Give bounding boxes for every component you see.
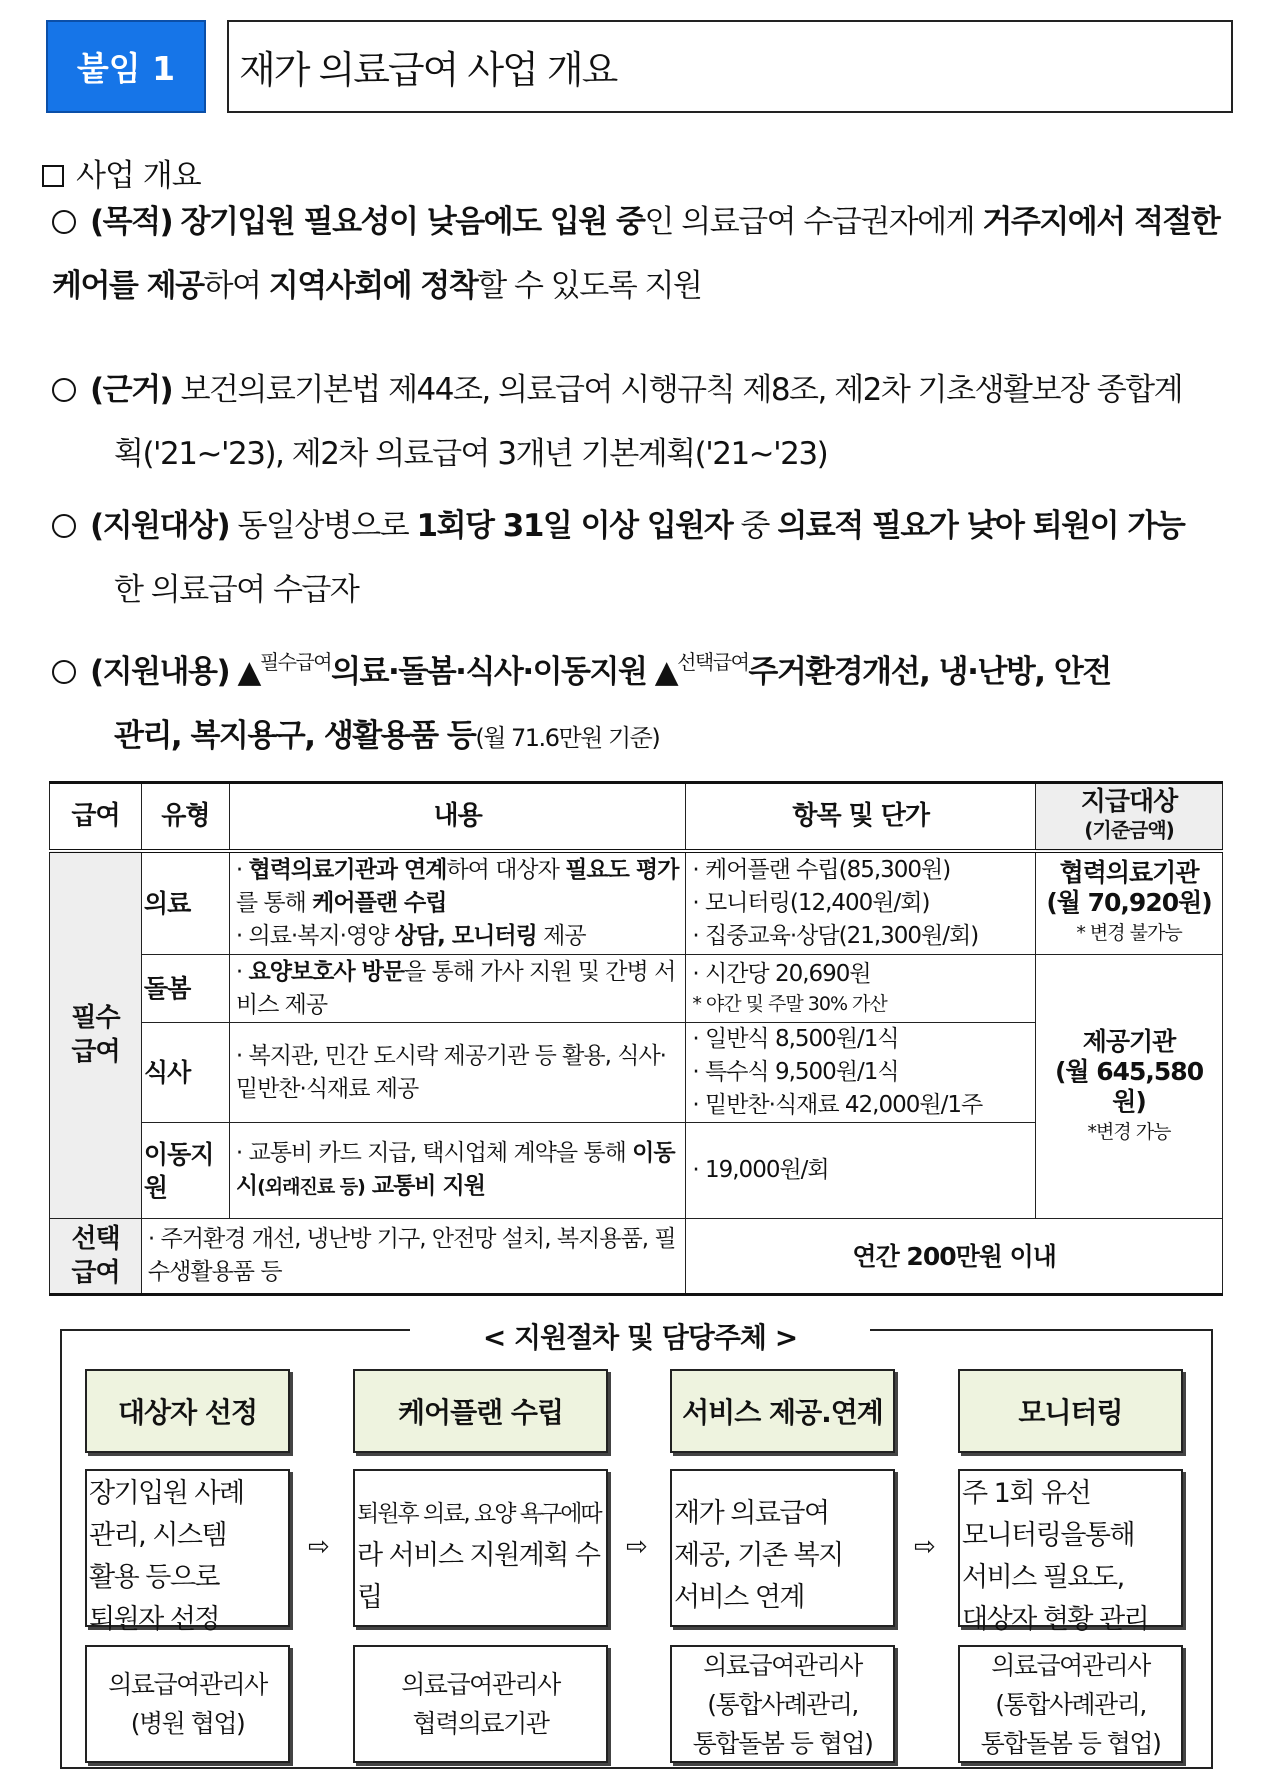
step-service-actor: 의료급여관리사 (통합사례관리, 통합돌봄 등 협업): [670, 1645, 895, 1763]
content-optional: · 주거환경 개선, 냉난방 기구, 안전망 설치, 복지용품, 필수생활용품 등: [141, 1219, 685, 1295]
step-careplan-desc: 퇴원후 의료, 요양 욕구에따 라 서비스 지원계획 수 립: [353, 1469, 608, 1627]
content-medical: · 협력의료기관과 연계하여 대상자 필요도 평가를 통해 케어플랜 수립 · 의료·복지·영양 상담, 모니터링 제공: [229, 851, 686, 955]
step-monitoring: 모니터링: [958, 1369, 1183, 1453]
content-care: · 요양보호사 방문을 통해 가사 지원 및 간병 서비스 제공: [229, 955, 686, 1023]
items-care: · 시간당 20,690원 * 야간 및 주말 30% 가산: [686, 955, 1036, 1023]
table-header-row: [50, 783, 1223, 851]
bullet-superscript: 필수급여: [259, 650, 332, 674]
type-move: 이동지원: [141, 1123, 229, 1219]
header-content: 내용: [229, 783, 686, 851]
required-benefit-label: 필수 급여: [50, 851, 142, 1219]
bullet-text: 의료적 필요가 낮아 퇴원이 가능: [777, 508, 1185, 544]
table-row: [50, 955, 1223, 1023]
circle-bullet-icon: [52, 514, 76, 538]
bullet-text: 하여: [203, 268, 269, 304]
bullet-text: 할 수 있도록 지원: [477, 268, 702, 304]
header-target-sub: (기준금액): [1084, 818, 1174, 843]
arrow-right-icon: ⇨: [914, 1532, 936, 1562]
header-type: 유형: [141, 783, 229, 851]
bullet-text: 동일상병으로: [229, 508, 417, 544]
square-bullet-icon: [42, 165, 64, 187]
table-row: [50, 1219, 1223, 1295]
items-meal: · 일반식 8,500원/1식 · 특수식 9,500원/1식 · 밑반찬·식재료 42,000원/1주: [686, 1023, 1036, 1123]
bullet-text: 1회당 31일 이상 입원자: [416, 508, 733, 544]
content-meal: · 복지관, 민간 도시락 제공기관 등 활용, 식사·밑반찬·식재료 제공: [229, 1023, 686, 1123]
step-careplan: 케어플랜 수립: [353, 1369, 608, 1453]
bullet-text: (월 71.6만원 기준): [475, 724, 660, 752]
attachment-tag: 붙임 1: [46, 20, 206, 113]
bullet-text: 획('21~'23), 제2차 의료급여 3개년 기본계획('21~'23): [114, 436, 828, 472]
step-service-desc: 재가 의료급여 제공, 기존 복지 서비스 연계: [670, 1469, 895, 1627]
table-row: [50, 851, 1223, 955]
bullet-content: [52, 630, 1242, 770]
items-medical: · 케어플랜 수립(85,300원) · 모니터링(12,400원/회) · 집중교육·상담(21,300원/회): [686, 851, 1036, 955]
type-care: 돌봄: [141, 955, 229, 1023]
bullet-text: 주거환경개선, 냉·난방, 안전: [748, 654, 1111, 690]
header-benefit: 급여: [50, 783, 142, 851]
step-service: 서비스 제공.연계: [670, 1369, 895, 1453]
bullet-text: 중: [732, 508, 778, 544]
arrow-right-icon: ⇨: [308, 1532, 330, 1562]
step-select: 대상자 선정: [85, 1369, 290, 1453]
bullet-text: 한 의료급여 수급자: [114, 572, 359, 608]
bullet-text: 관리, 복지용구, 생활용품 등: [114, 718, 476, 754]
type-medical: 의료: [141, 851, 229, 955]
header-items: 항목 및 단가: [686, 783, 1036, 851]
page-title: 재가 의료급여 사업 개요: [227, 20, 1233, 113]
optional-benefit-label: 선택 급여: [50, 1219, 142, 1295]
triangle-icon: ▲: [654, 654, 678, 690]
content-move: · 교통비 카드 지급, 택시업체 계약을 통해 이동시(외래진료 등) 교통비 지원: [229, 1123, 686, 1219]
amount-optional: 연간 200만원 이내: [686, 1219, 1223, 1295]
section-heading: [42, 150, 201, 195]
bullet-purpose: [52, 190, 1242, 318]
bullet-text: 장기입원 필요성이 낮음에도 입원 중: [180, 204, 645, 240]
circle-bullet-icon: [52, 660, 76, 684]
step-monitoring-desc: 주 1회 유선 모니터링을통해 서비스 필요도, 대상자 현황 관리: [958, 1469, 1183, 1627]
bullet-text: 지역사회에 정착: [268, 268, 478, 304]
arrow-right-icon: ⇨: [626, 1532, 648, 1562]
items-move: · 19,000원/회: [686, 1123, 1036, 1219]
bullet-text: 거주지에서 적절한 케어를 제공: [52, 204, 1220, 304]
type-meal: 식사: [141, 1023, 229, 1123]
section-title: 사업 개요: [76, 158, 201, 194]
bullet-text: 보건의료기본법 제44조, 의료급여 시행규칙 제8조, 제2차 기초생활보장 종합계: [172, 372, 1183, 408]
target-medical: 협력의료기관 (월 70,920원) * 변경 불가능: [1036, 851, 1223, 955]
procedure-title: < 지원절차 및 담당주체 >: [410, 1316, 870, 1356]
bullet-superscript: 선택급여: [677, 650, 749, 674]
step-select-actor: 의료급여관리사 (병원 협업): [85, 1645, 290, 1763]
bullet-label: (지원내용): [90, 654, 230, 690]
bullet-text: 의료·돌봄·식사·이동지원: [331, 654, 647, 690]
benefit-table: [49, 781, 1223, 1296]
header-target-label: 지급대상: [1080, 787, 1178, 818]
circle-bullet-icon: [52, 210, 76, 234]
step-monitoring-actor: 의료급여관리사 (통합사례관리, 통합돌봄 등 협업): [958, 1645, 1183, 1763]
header-target: [1036, 783, 1223, 851]
bullet-label: (목적): [90, 204, 173, 240]
bullet-basis: [52, 358, 1242, 486]
step-select-desc: 장기입원 사례 관리, 시스템 활용 등으로 퇴원자 선정: [85, 1469, 290, 1627]
bullet-target: [52, 494, 1242, 622]
bullet-label: (지원대상): [90, 508, 230, 544]
bullet-text: 인 의료급여 수급권자에게: [644, 204, 983, 240]
step-careplan-actor: 의료급여관리사 협력의료기관: [353, 1645, 608, 1763]
triangle-icon: ▲: [237, 654, 260, 690]
target-provider: 제공기관 (월 645,580원) *변경 가능: [1036, 955, 1223, 1219]
circle-bullet-icon: [52, 378, 76, 402]
bullet-label: (근거): [90, 372, 173, 408]
